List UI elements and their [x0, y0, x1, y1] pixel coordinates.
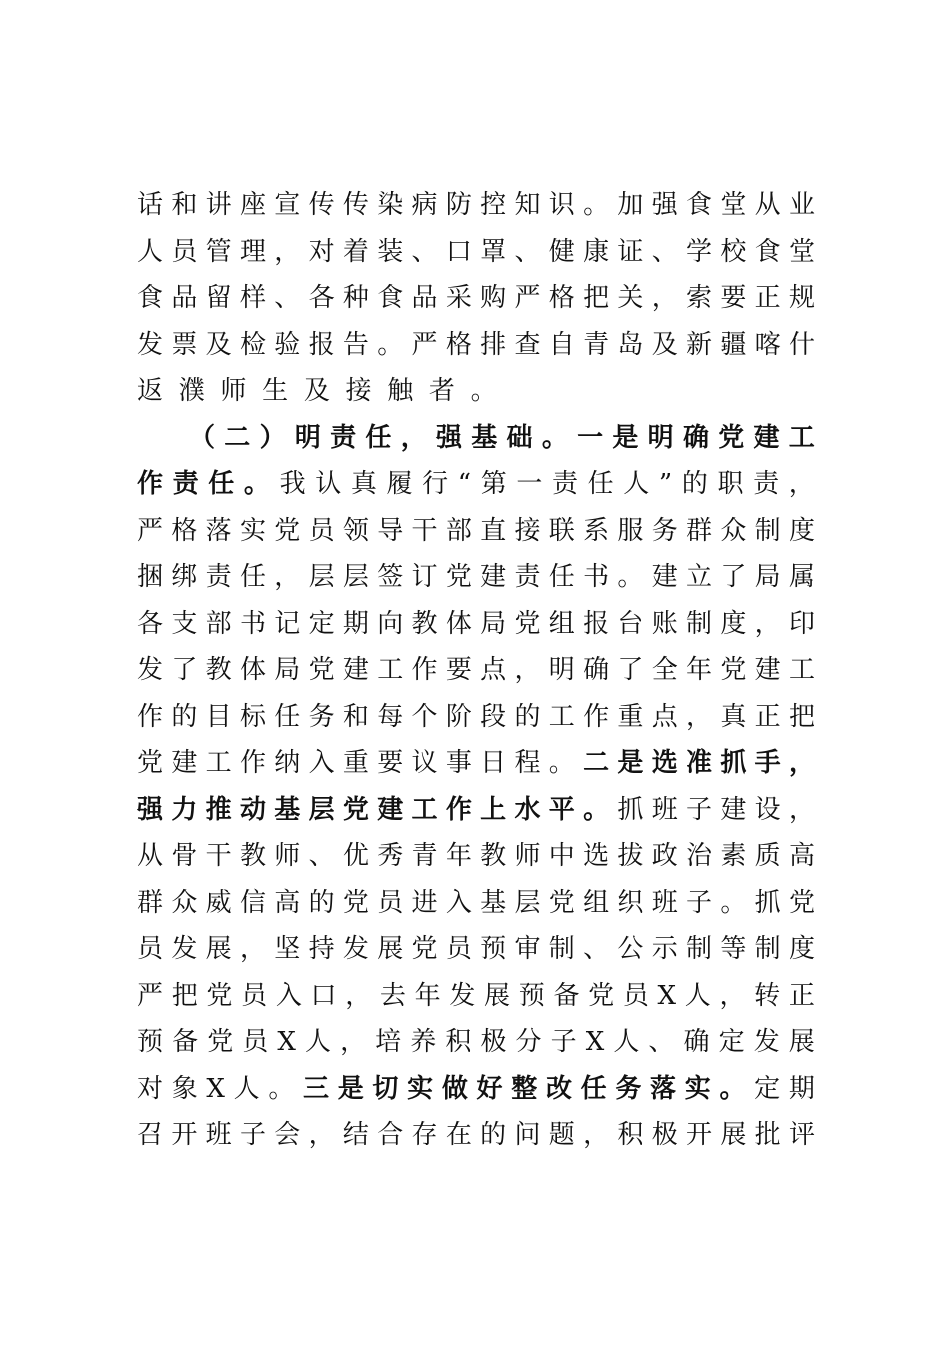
- text-line: 严 格 落 实 党 员 领 导 干 部 直 接 联 系 服 务 群 众 制 度: [137, 515, 815, 546]
- text-line: 从 骨 干 教 师 、 优 秀 青 年 教 师 中 选 拔 政 治 素 质 高: [137, 841, 815, 871]
- text-line: 食 品 留 样 、 各 种 食 品 采 购 严 格 把 关 ， 索 要 正 规: [137, 283, 815, 313]
- text-line: 党 建 工 作 纳 入 重 要 议 事 日 程 。 二 是 选 准 抓 手 ，: [137, 748, 815, 778]
- text-line: 发 了 教 体 局 党 建 工 作 要 点 ， 明 确 了 全 年 党 建 工: [137, 655, 815, 685]
- text-line: 预 备 党 员 X 人 ， 培 养 积 极 分 子 X 人 、 确 定 发 展: [137, 1027, 815, 1057]
- text-line: （ 二 ） 明 责 任 ， 强 基 础 。 一 是 明 确 党 建 工: [189, 422, 815, 453]
- text-line: 发 票 及 检 验 报 告 。 严 格 排 查 自 青 岛 及 新 疆 喀 什: [137, 329, 815, 360]
- text-line: 各 支 部 书 记 定 期 向 教 体 局 党 组 报 台 账 制 度 ， 印: [137, 608, 815, 639]
- text-line: 话 和 讲 座 宣 传 传 染 病 防 控 知 识 。 加 强 食 堂 从 业: [137, 190, 815, 220]
- text-line: 返 濮 师 生 及 接 触 者 。: [137, 376, 497, 406]
- text-line: 召 开 班 子 会 ， 结 合 存 在 的 问 题 ， 积 极 开 展 批 评: [137, 1120, 815, 1150]
- text-line: 严 把 党 员 入 口 ， 去 年 发 展 预 备 党 员 X 人 ， 转 正: [137, 980, 815, 1011]
- text-line: 捆 绑 责 任 ， 层 层 签 订 党 建 责 任 书 。 建 立 了 局 属: [137, 562, 815, 592]
- document-body: [137, 182, 815, 1159]
- text-line: 强 力 推 动 基 层 党 建 工 作 上 水 平 。 抓 班 子 建 设 ，: [137, 794, 815, 825]
- text-line: 人 员 管 理 ， 对 着 装 、 口 罩 、 健 康 证 、 学 校 食 堂: [137, 236, 815, 267]
- text-line: 作 的 目 标 任 务 和 每 个 阶 段 的 工 作 重 点 ， 真 正 把: [137, 701, 815, 732]
- text-line: 员 发 展 ， 坚 持 发 展 党 员 预 审 制 、 公 示 制 等 制 度: [137, 934, 815, 964]
- text-line: 对 象 X 人 。 三 是 切 实 做 好 整 改 任 务 落 实 。 定 期: [137, 1073, 815, 1104]
- text-line: 作 责 任 。 我 认 真 履 行 “ 第 一 责 任 人 ” 的 职 责 ，: [137, 469, 815, 499]
- text-line: 群 众 威 信 高 的 党 员 进 入 基 层 党 组 织 班 子 。 抓 党: [137, 887, 815, 918]
